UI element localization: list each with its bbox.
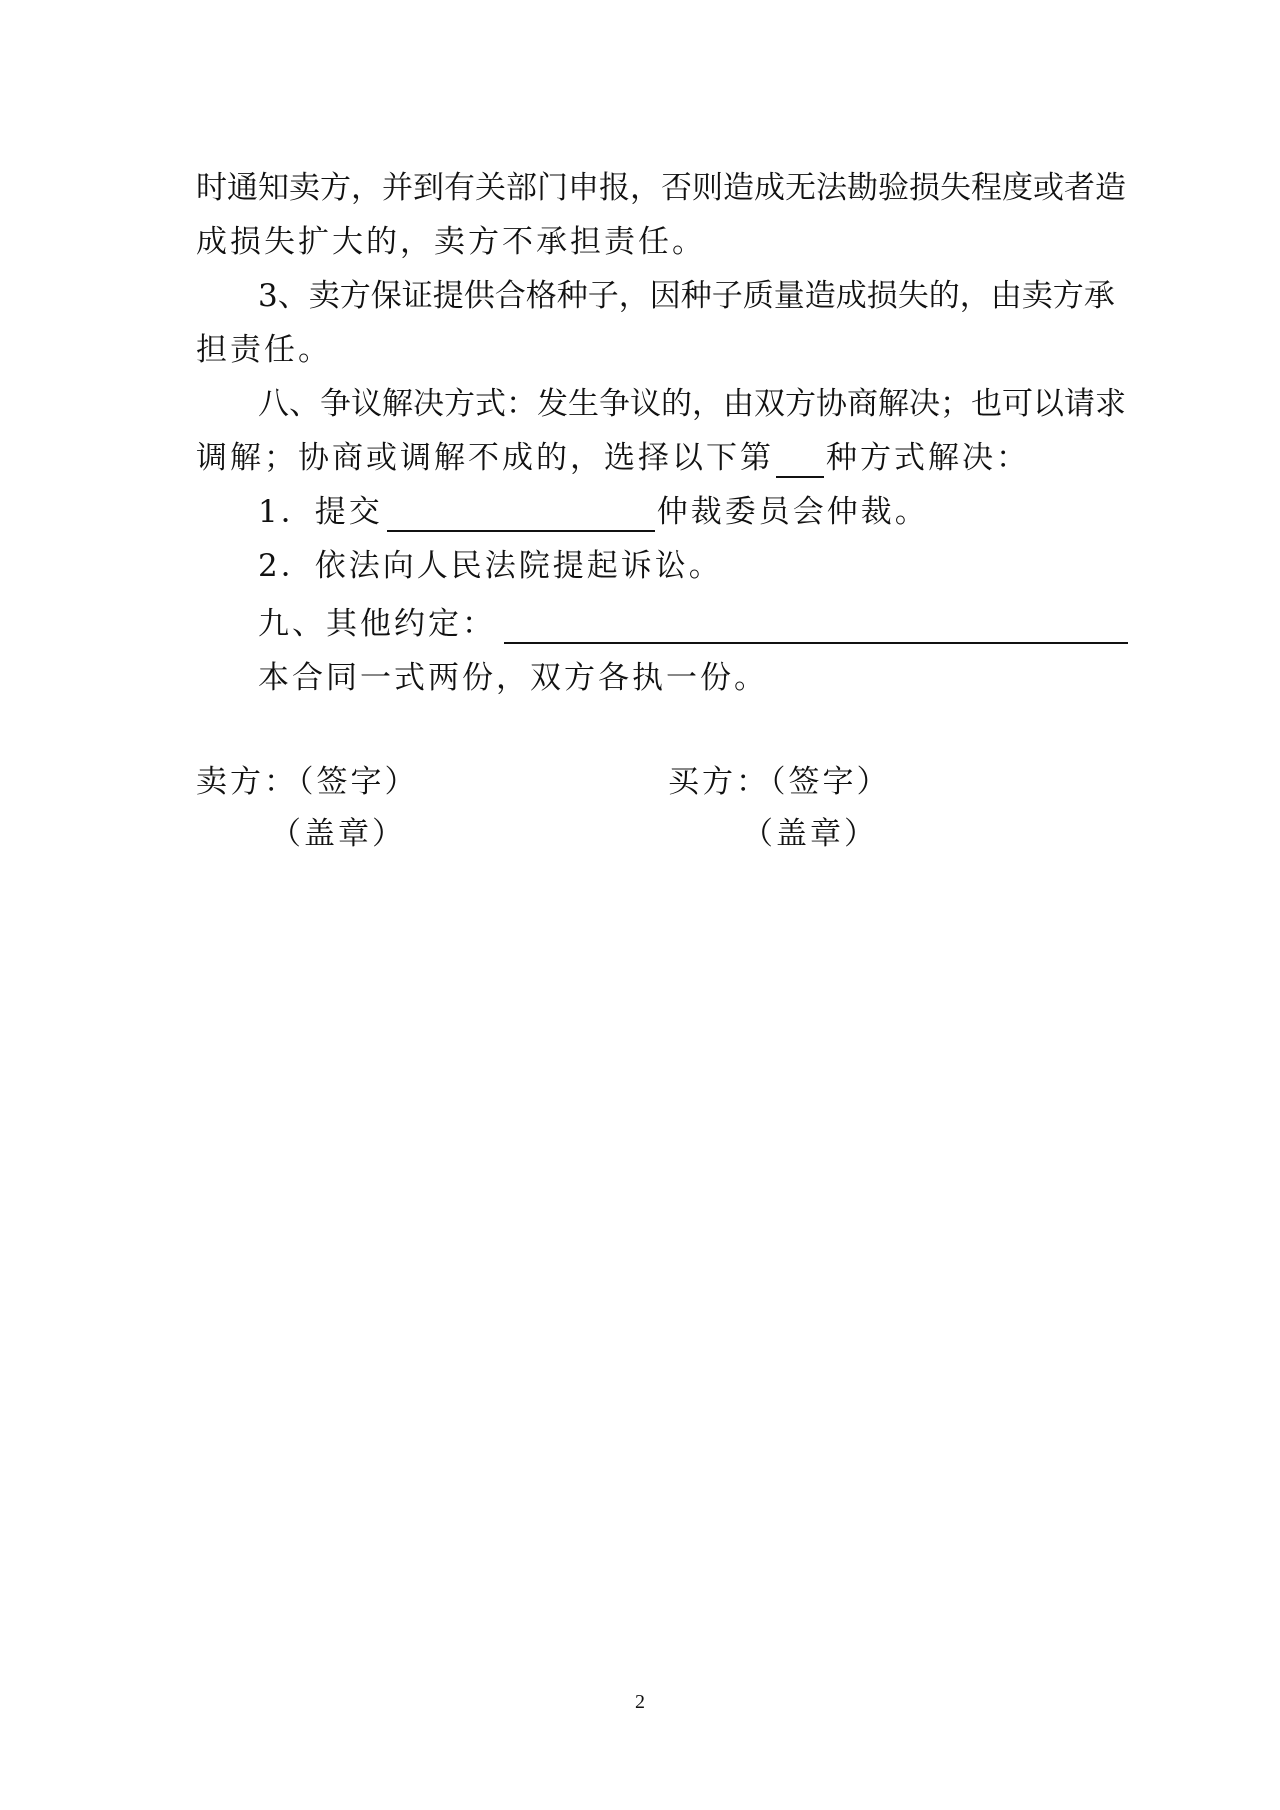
copies-clause: 本合同一式两份，双方各执一份。 [258,660,768,696]
arbitration-committee-blank[interactable] [387,496,655,532]
seller-seal-label: （盖章） [270,816,406,852]
other-agreements-label: 九、其他约定： [258,606,496,642]
option-number-blank[interactable] [776,442,824,478]
paragraph-2-line-2: 担责任。 [196,332,332,368]
seller-signature-label: 卖方：（签字） [196,764,419,800]
other-agreements [258,604,1128,644]
option-1-text-a: 1．提交 [258,494,383,530]
page-number: 2 [635,1691,645,1713]
option-2-litigation: 2．依法向人民法院提起诉讼。 [258,548,723,584]
dispute-clause-line-1: 八、争议解决方式：发生争议的，由双方协商解决；也可以请求 [258,386,1126,422]
option-1-text-b: 仲裁委员会仲裁。 [656,494,929,530]
paragraph-1-line-2: 成损失扩大的，卖方不承担责任。 [196,224,706,260]
buyer-seal-label: （盖章） [742,816,878,852]
buyer-signature-label: 买方：（签字） [668,764,891,800]
dispute-clause-text-b: 种方式解决： [826,440,1030,476]
paragraph-1-line-1: 时通知卖方，并到有关部门申报，否则造成无法勘验损失程度或者造 [196,170,1126,206]
dispute-clause-text-a: 调解；协商或调解不成的，选择以下第 [196,440,774,476]
option-1-arbitration [258,492,929,532]
dispute-clause-line-2 [196,438,1030,478]
paragraph-2-line-1: 3、卖方保证提供合格种子，因种子质量造成损失的，由卖方承 [258,278,1115,314]
other-agreements-blank[interactable] [504,608,1128,644]
